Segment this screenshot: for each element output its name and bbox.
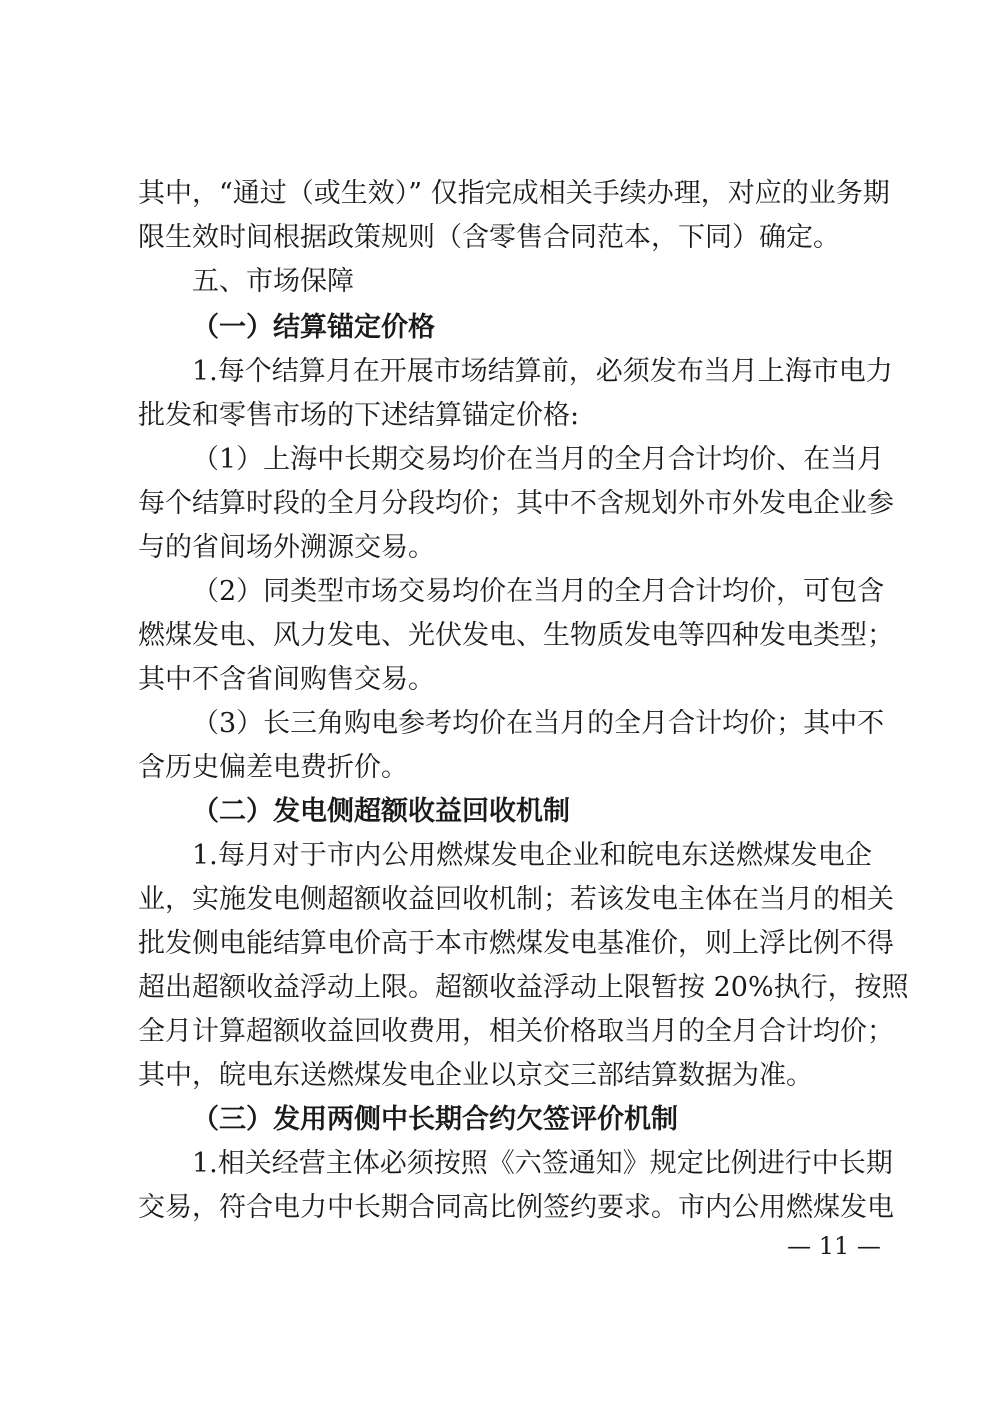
section-heading: 五、市场保障 — [192, 266, 354, 297]
paragraph-line: 其中，“通过（或生效）” 仅指完成相关手续办理，对应的业务期 — [138, 178, 890, 209]
subsection-heading: （二）发电侧超额收益回收机制 — [192, 796, 570, 827]
paragraph-line: 全月计算超额收益回收费用，相关价格取当月的全月合计均价； — [138, 1016, 894, 1047]
paragraph-line: （1）上海中长期交易均价在当月的全月合计均价、在当月 — [192, 444, 885, 475]
paragraph-line: 每个结算时段的全月分段均价；其中不含规划外市外发电企业参 — [138, 488, 894, 519]
paragraph-line: 批发和零售市场的下述结算锚定价格: — [138, 400, 580, 431]
paragraph-line: 限生效时间根据政策规则（含零售合同范本，下同）确定。 — [138, 222, 840, 253]
paragraph-line: 与的省间场外溯源交易。 — [138, 532, 435, 563]
paragraph-line: 1.相关经营主体必须按照《六签通知》规定比例进行中长期 — [192, 1148, 893, 1179]
paragraph-line: 燃煤发电、风力发电、光伏发电、生物质发电等四种发电类型； — [138, 620, 894, 651]
page-number: — 11 — — [787, 1232, 881, 1260]
paragraph-line: 1.每月对于市内公用燃煤发电企业和皖电东送燃煤发电企 — [192, 840, 872, 871]
paragraph-line: 1.每个结算月在开展市场结算前，必须发布当月上海市电力 — [192, 356, 893, 387]
paragraph-line: 其中不含省间购售交易。 — [138, 664, 435, 695]
paragraph-line: 含历史偏差电费折价。 — [138, 752, 408, 783]
paragraph-line: 交易，符合电力中长期合同高比例签约要求。市内公用燃煤发电 — [138, 1192, 894, 1223]
paragraph-line: 批发侧电能结算电价高于本市燃煤发电基准价，则上浮比例不得 — [138, 928, 894, 959]
paragraph-line: 业，实施发电侧超额收益回收机制；若该发电主体在当月的相关 — [138, 884, 894, 915]
paragraph-line: 超出超额收益浮动上限。超额收益浮动上限暂按 20%执行，按照 — [138, 972, 909, 1003]
subsection-heading: （一）结算锚定价格 — [192, 312, 435, 343]
paragraph-line: 其中，皖电东送燃煤发电企业以京交三部结算数据为准。 — [138, 1060, 813, 1091]
subsection-heading: （三）发用两侧中长期合约欠签评价机制 — [192, 1104, 678, 1135]
paragraph-line: （3）长三角购电参考均价在当月的全月合计均价；其中不 — [192, 708, 885, 739]
paragraph-line: （2）同类型市场交易均价在当月的全月合计均价，可包含 — [192, 576, 885, 607]
